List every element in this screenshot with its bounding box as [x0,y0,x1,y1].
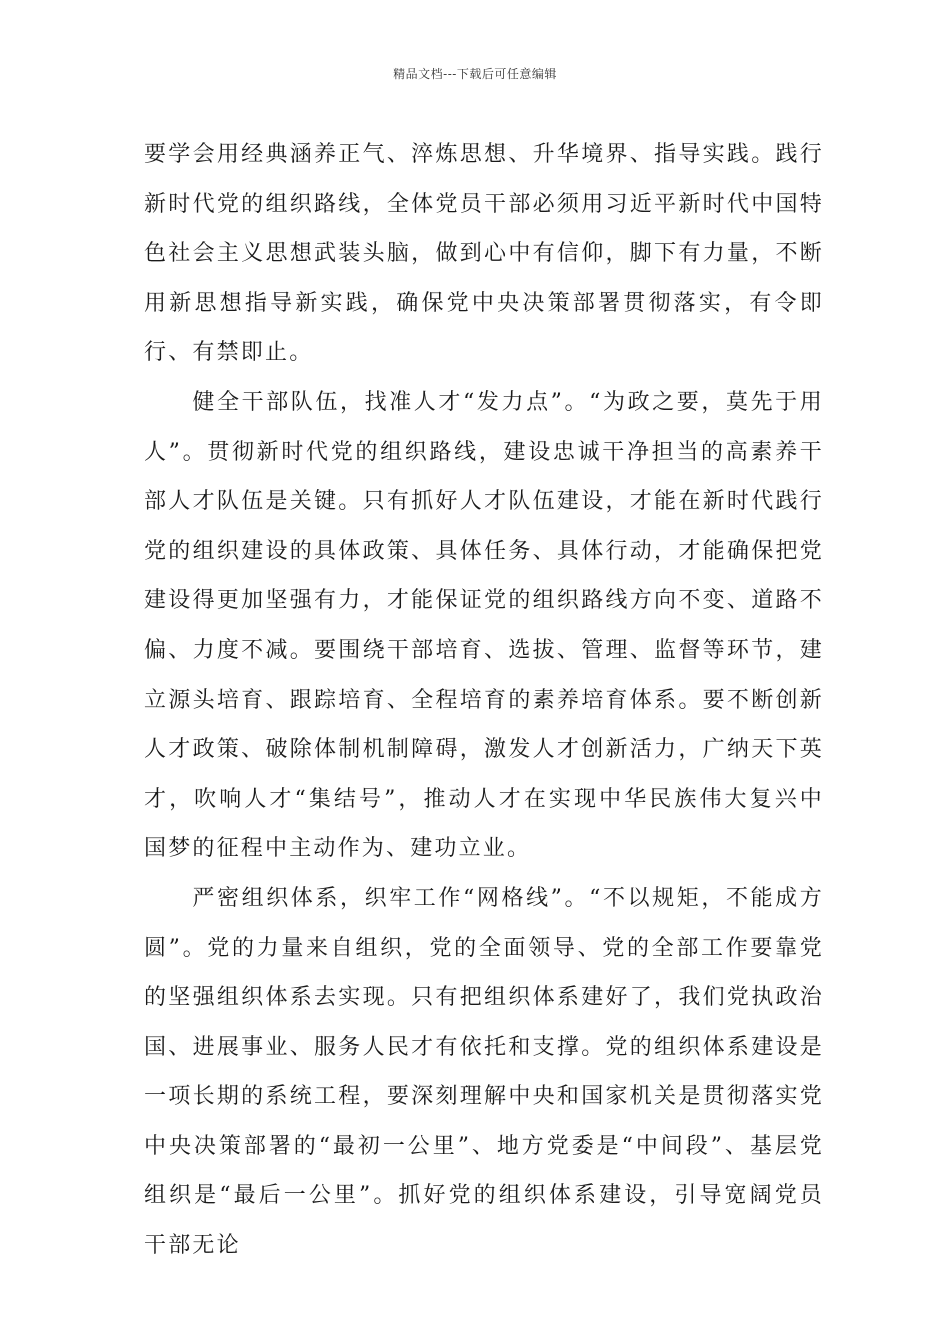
paragraph-3: 严密组织体系，织牢工作“网格线”。“不以规矩，不能成方圆”。党的力量来自组织，党的全面领导、党的全部工作要靠党的坚强组织体系去实现。只有把组织体系建好了，我们党执政治国、进展事业、服务人民才有依托和支撑。党的组织体系建设是一项长期的系统工程，要深刻理解中央和国家机关是贯彻落实党中央决策部署的“最初一公里”、地方党委是“中间段”、基层党组织是“最后一公里”。抓好党的组织体系建设，引导宽阔党员干部无论 [144,885,824,1259]
document-body [144,130,824,1271]
paragraph-2: 健全干部队伍，找准人才“发力点”。“为政之要，莫先于用人”。贯彻新时代党的组织路线，建设忠诚干净担当的高素养干部人才队伍是关键。只有抓好人才队伍建设，才能在新时代践行党的组织建设的具体政策、具体任务、具体行动，才能确保把党建设得更加坚强有力，才能保证党的组织路线方向不变、道路不偏、力度不减。要围绕干部培育、选拔、管理、监督等环节，建立源头培育、跟踪培育、全程培育的素养培育体系。要不断创新人才政策、破除体制机制障碍，激发人才创新活力，广纳天下英才，吹响人才“集结号”，推动人才在实现中华民族伟大复兴中国梦的征程中主动作为、建功立业。 [144,389,824,862]
paragraph-1: 要学会用经典涵养正气、淬炼思想、升华境界、指导实践。践行新时代党的组织路线，全体党员干部必须用习近平新时代中国特色社会主义思想武装头脑，做到心中有信仰，脚下有力量，不断用新思想指导新实践，确保党中央决策部署贯彻落实，有令即行、有禁即止。 [144,142,824,366]
page-header: 精品文档---下载后可任意编辑 [393,67,557,81]
